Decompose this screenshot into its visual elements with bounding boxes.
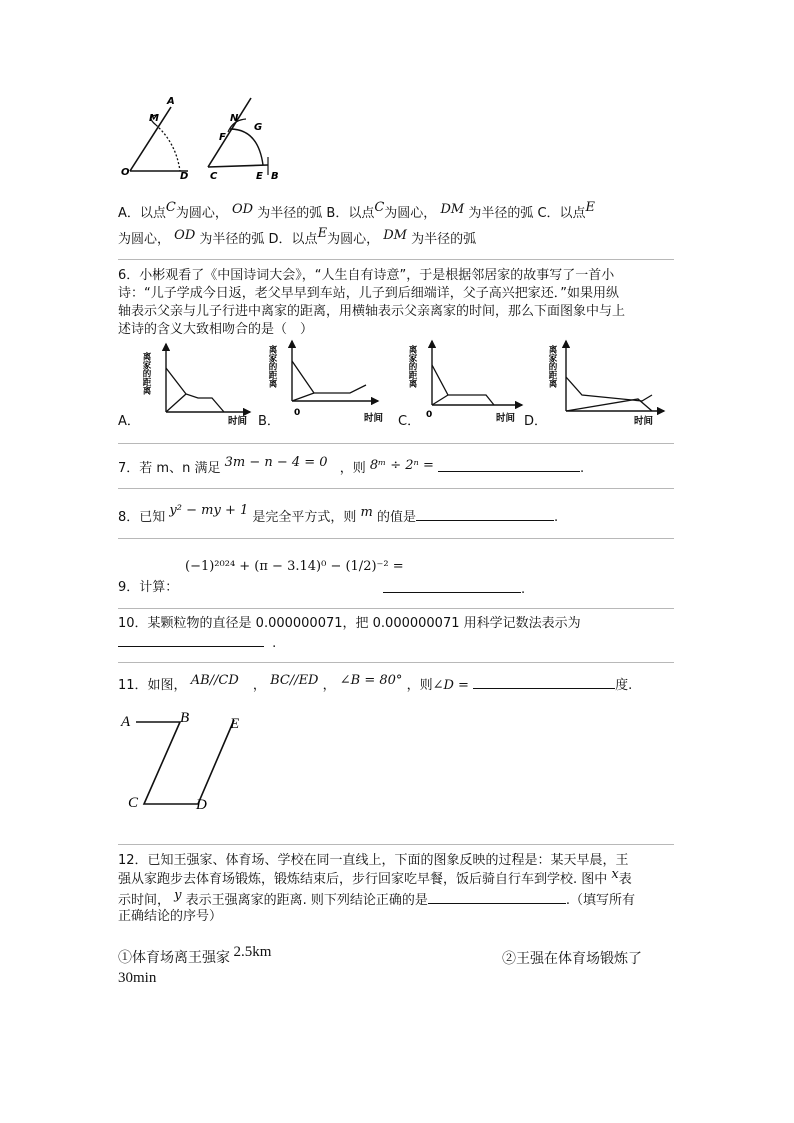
divider [118,662,674,663]
q5-c-radius: OD [174,228,196,243]
q6-option-d[interactable]: D． [524,414,548,429]
q12-line3-mid: 表示王强离家的距离. 则下列结论正确的是 [185,893,428,908]
divider [118,488,674,489]
q12-line3-end: .（填写所有 [565,893,636,908]
q6-line3: 轴表示父亲与儿子行进中离家的距离，用横轴表示父亲离家的时间，那么下面图象中与上 [118,304,626,319]
q6-line1: 6．小彬观看了《中国诗词大会》，“人生自有诗意”，于是根据邻居家的故事写了一首小 [118,268,615,283]
q9-dot: . [521,582,526,597]
q8-variable: m [360,505,373,520]
divider [118,443,674,444]
q6-line4: 述诗的含义大致相吻合的是（ ） [118,322,314,337]
q12-x-variable: x [611,867,619,882]
q9-label: 9．计算： [118,580,179,595]
q8-answer-blank[interactable] [416,508,554,521]
q5-b-pre: B．以点 [326,206,375,221]
q5-option-a [118,200,326,221]
q6-graph-b [267,335,390,427]
fig-label-d: D [180,171,189,182]
q11-line: 11．如图， AB//CD ， BC//ED ， ∠B = 80° ，则∠D = 度. [118,673,633,693]
q5-b-mid: 为圆心， [384,206,437,221]
q12-line3 [118,888,636,909]
q9-answer [383,580,525,598]
q6-b-ylabel: 离家的距离 [267,345,277,388]
q11-fig-label-e: E [230,716,240,732]
q6-graph-a [142,338,262,426]
q5-options-line2 [118,226,477,248]
q7-line [118,455,585,477]
q6-graph-d [547,335,672,427]
q6-graph-c [407,335,530,427]
q8-pre: 8．已知 [118,510,166,525]
q6-a-ylabel: 离家的距离 [141,352,151,395]
q12-line4: 正确结论的序号） [118,909,223,924]
q12-answer-blank[interactable] [428,891,566,904]
q12-line2 [118,867,632,888]
q5-b-point: C [374,200,385,215]
fig-label-o: O [121,167,130,178]
divider [118,608,674,609]
q11-pre: 11．如图， [118,678,187,693]
q12-y-variable: y [174,888,182,903]
q9-line [118,580,178,596]
q12-line1: 12．已知王强家、体育场、学校在同一直线上，下面的图象反映的过程是：某天早晨，王 [118,853,629,868]
q7-expression: 8ᵐ ÷ 2ⁿ = [369,458,434,473]
q11-fig-label-b: B [180,710,190,726]
q8-end: 的值是 [377,510,417,525]
q12-item-2 [502,952,642,968]
q7-mid: ，则 [339,461,366,476]
q11-ask: ∠D = [432,678,469,693]
q6-option-b[interactable]: B． [258,414,280,429]
q12-line3-pre: 示时间， [118,893,171,908]
q12-item-1 [118,944,272,967]
q12-item1-text: ①体育场离王强家 [118,951,230,966]
q5-options-line1 [118,200,596,222]
q11-fig-label-a: A [121,714,131,730]
q5-c-point: E [585,200,596,215]
q5-a-point: C [165,200,176,215]
q8-mid: 是完全平方式，则 [252,510,357,525]
q6-line2: 诗：“儿子学成今日返，老父早早到车站，儿子到后细端详，父子高兴把家还．”如果用纵 [118,286,619,301]
q6-b-origin: 0 [294,408,301,418]
arc-construction-figure [118,95,288,185]
q5-option-c-start [537,200,595,221]
divider [118,538,674,539]
q12-item2-text: ②王强在体育场锻炼了 [502,952,642,967]
q12-line2-end: 表 [618,872,632,887]
q5-c-pre: C．以点 [537,206,586,221]
q12-line2-text: 强从家跑步去体育场锻炼，锻炼结束后，步行回家吃早餐，饭后骑自行车到学校. 图中 [118,872,608,887]
q8-line [118,503,559,526]
q11-end: 度. [615,678,633,693]
q5-a-pre: A．以点 [118,206,166,221]
q11-condition-2: BC//ED [270,673,319,688]
q5-d-point: E [317,226,328,241]
q7-end: . [579,461,585,476]
q11-parallel-figure [118,706,258,816]
fig-label-n: N [230,113,239,124]
q5-c-mid: 为圆心， [118,232,171,247]
q6-a-xlabel: 时间 [228,416,248,427]
fig-label-g: G [254,122,263,133]
fig-label-m: M [149,113,159,124]
divider [118,259,674,260]
q10-answer-blank[interactable] [118,634,264,647]
q11-mid: ，则 [406,678,433,693]
q5-d-radius: DM [383,228,407,243]
q6-option-a[interactable]: A． [118,414,140,429]
q5-a-mid: 为圆心， [175,206,228,221]
fig-label-c: C [210,171,218,182]
fig-label-a: A [167,96,175,107]
q8-dot: . [554,510,559,525]
q5-a-radius: OD [232,202,254,217]
q5-c-end: 为半径的弧 [199,232,265,247]
q7-answer-blank[interactable] [438,459,580,472]
q5-b-radius: DM [440,202,465,217]
q6-d-ylabel: 离家的距离 [547,345,557,388]
q11-answer-blank[interactable] [473,676,615,689]
q12-item2-value: 30min [118,970,157,986]
q6-option-c[interactable]: C． [398,414,421,429]
q11-condition-1: AB//CD [190,673,239,688]
q7-pre: 7．若 m、n 满足 [118,461,221,476]
q5-a-end: 为半径的弧 [257,206,323,221]
q10-dot: . [272,636,277,651]
q8-expression: y² − my + 1 [169,503,249,518]
q10-line2 [118,634,276,652]
divider [118,844,674,845]
q9-answer-blank[interactable] [383,580,521,593]
q10-line1: 10．某颗粒物的直径是 0.000000071，把 0.000000071 用科学记数法表示为 [118,616,581,631]
q12-item1-value: 2.5km [233,944,272,960]
q7-equation: 3m − n − 4 = 0 [224,455,328,470]
q6-d-xlabel: 时间 [634,416,654,427]
q5-b-end: 为半径的弧 [468,206,534,221]
q11-fig-label-d: D [196,797,207,813]
fig-label-b: B [271,171,279,182]
fig-label-e: E [256,171,263,182]
q11-condition-3: ∠B = 80° [339,673,403,688]
q5-d-pre: D．以点 [268,232,318,247]
q6-c-ylabel: 离家的距离 [407,345,417,388]
q6-b-xlabel: 时间 [364,413,384,424]
q5-d-mid: 为圆心， [327,232,380,247]
fig-label-f: F [219,132,226,143]
q6-c-xlabel: 时间 [496,413,516,424]
q5-option-d [269,226,477,247]
q5-d-end: 为半径的弧 [411,232,477,247]
q5-option-b [326,200,537,221]
q9-expression: (−1)²⁰²⁴ + (π − 3.14)⁰ − (1/2)⁻² = [185,559,404,574]
q6-c-origin: 0 [426,410,433,420]
q11-fig-label-c: C [128,795,139,811]
